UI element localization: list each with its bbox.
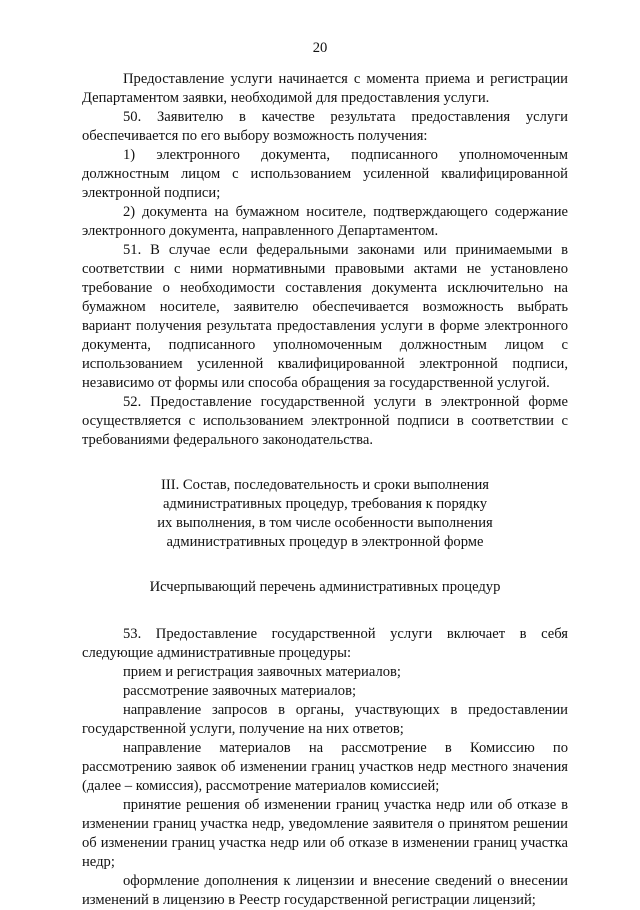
- procedure-item: оформление дополнения к лицензии и внесение сведений о внесении изменений в лицензию в Реестр государственной регистрации лицензий;: [82, 873, 568, 908]
- section-heading-line: III. Состав, последовательность и сроки выполнения: [160, 477, 490, 493]
- section-heading-line: их выполнения, в том числе особенности выполнения: [157, 515, 493, 531]
- procedure-item: направление запросов в органы, участвующих в предоставлении государственной услуги, получение на них ответов;: [82, 702, 568, 737]
- procedure-item: направление материалов на рассмотрение в Комиссию по рассмотрению заявок об изменении границ участков недр местного значения (далее – комиссия), рассмотрение материалов комиссией;: [82, 740, 568, 794]
- paragraph-53: 53. Предоставление государственной услуги включает в себя следующие административные процедуры:: [82, 626, 568, 661]
- paragraph-51: 51. В случае если федеральными законами или принимаемыми в соответствии с ними нормативными правовыми актами не установлено требование о необходимости составления документа исключительно на бумажном носителе, заявителю обеспечивается возможность выбрать вариант получения результата предоставления услуги в форме электронного документа, подписанного уполномоченным должностным лицом с использованием усиленной квалифицированной электронной подписи, независимо от формы или способа обращения за государственной услугой.: [82, 242, 568, 391]
- section-heading-line: административных процедур в электронной форме: [166, 534, 484, 550]
- paragraph-52: 52. Предоставление государственной услуги в электронной форме осуществляется с использованием электронной подписи в соответствии с требованиями федерального законодательства.: [82, 394, 568, 448]
- procedure-item: принятие решения об изменении границ участка недр или об отказе в изменении границ участка недр, уведомление заявителя о принятом решении об изменении границ участка недр или об отказе в изменении границ участка недр;: [82, 797, 568, 870]
- procedure-item: прием и регистрация заявочных материалов;: [123, 664, 401, 680]
- section-heading-line: административных процедур, требования к порядку: [162, 496, 488, 512]
- paragraph-service-start: Предоставление услуги начинается с момента приема и регистрации Департаментом заявки, необходимой для предоставления услуги.: [82, 71, 568, 106]
- page-number: 20: [312, 40, 328, 56]
- paragraph-50-item-1: 1) электронного документа, подписанного уполномоченным должностным лицом с использованием усиленной квалифицированной электронной подписи;: [82, 147, 568, 201]
- paragraph-50-item-2: 2) документа на бумажном носителе, подтверждающего содержание электронного документа, направленного Департаментом.: [82, 204, 568, 239]
- subheading: Исчерпывающий перечень административных процедур: [149, 579, 501, 595]
- document-body: [82, 70, 568, 910]
- paragraph-50: 50. Заявителю в качестве результата предоставления услуги обеспечивается по его выбору возможность получения:: [82, 109, 568, 144]
- procedure-item: рассмотрение заявочных материалов;: [123, 683, 357, 699]
- section-heading: [82, 476, 568, 552]
